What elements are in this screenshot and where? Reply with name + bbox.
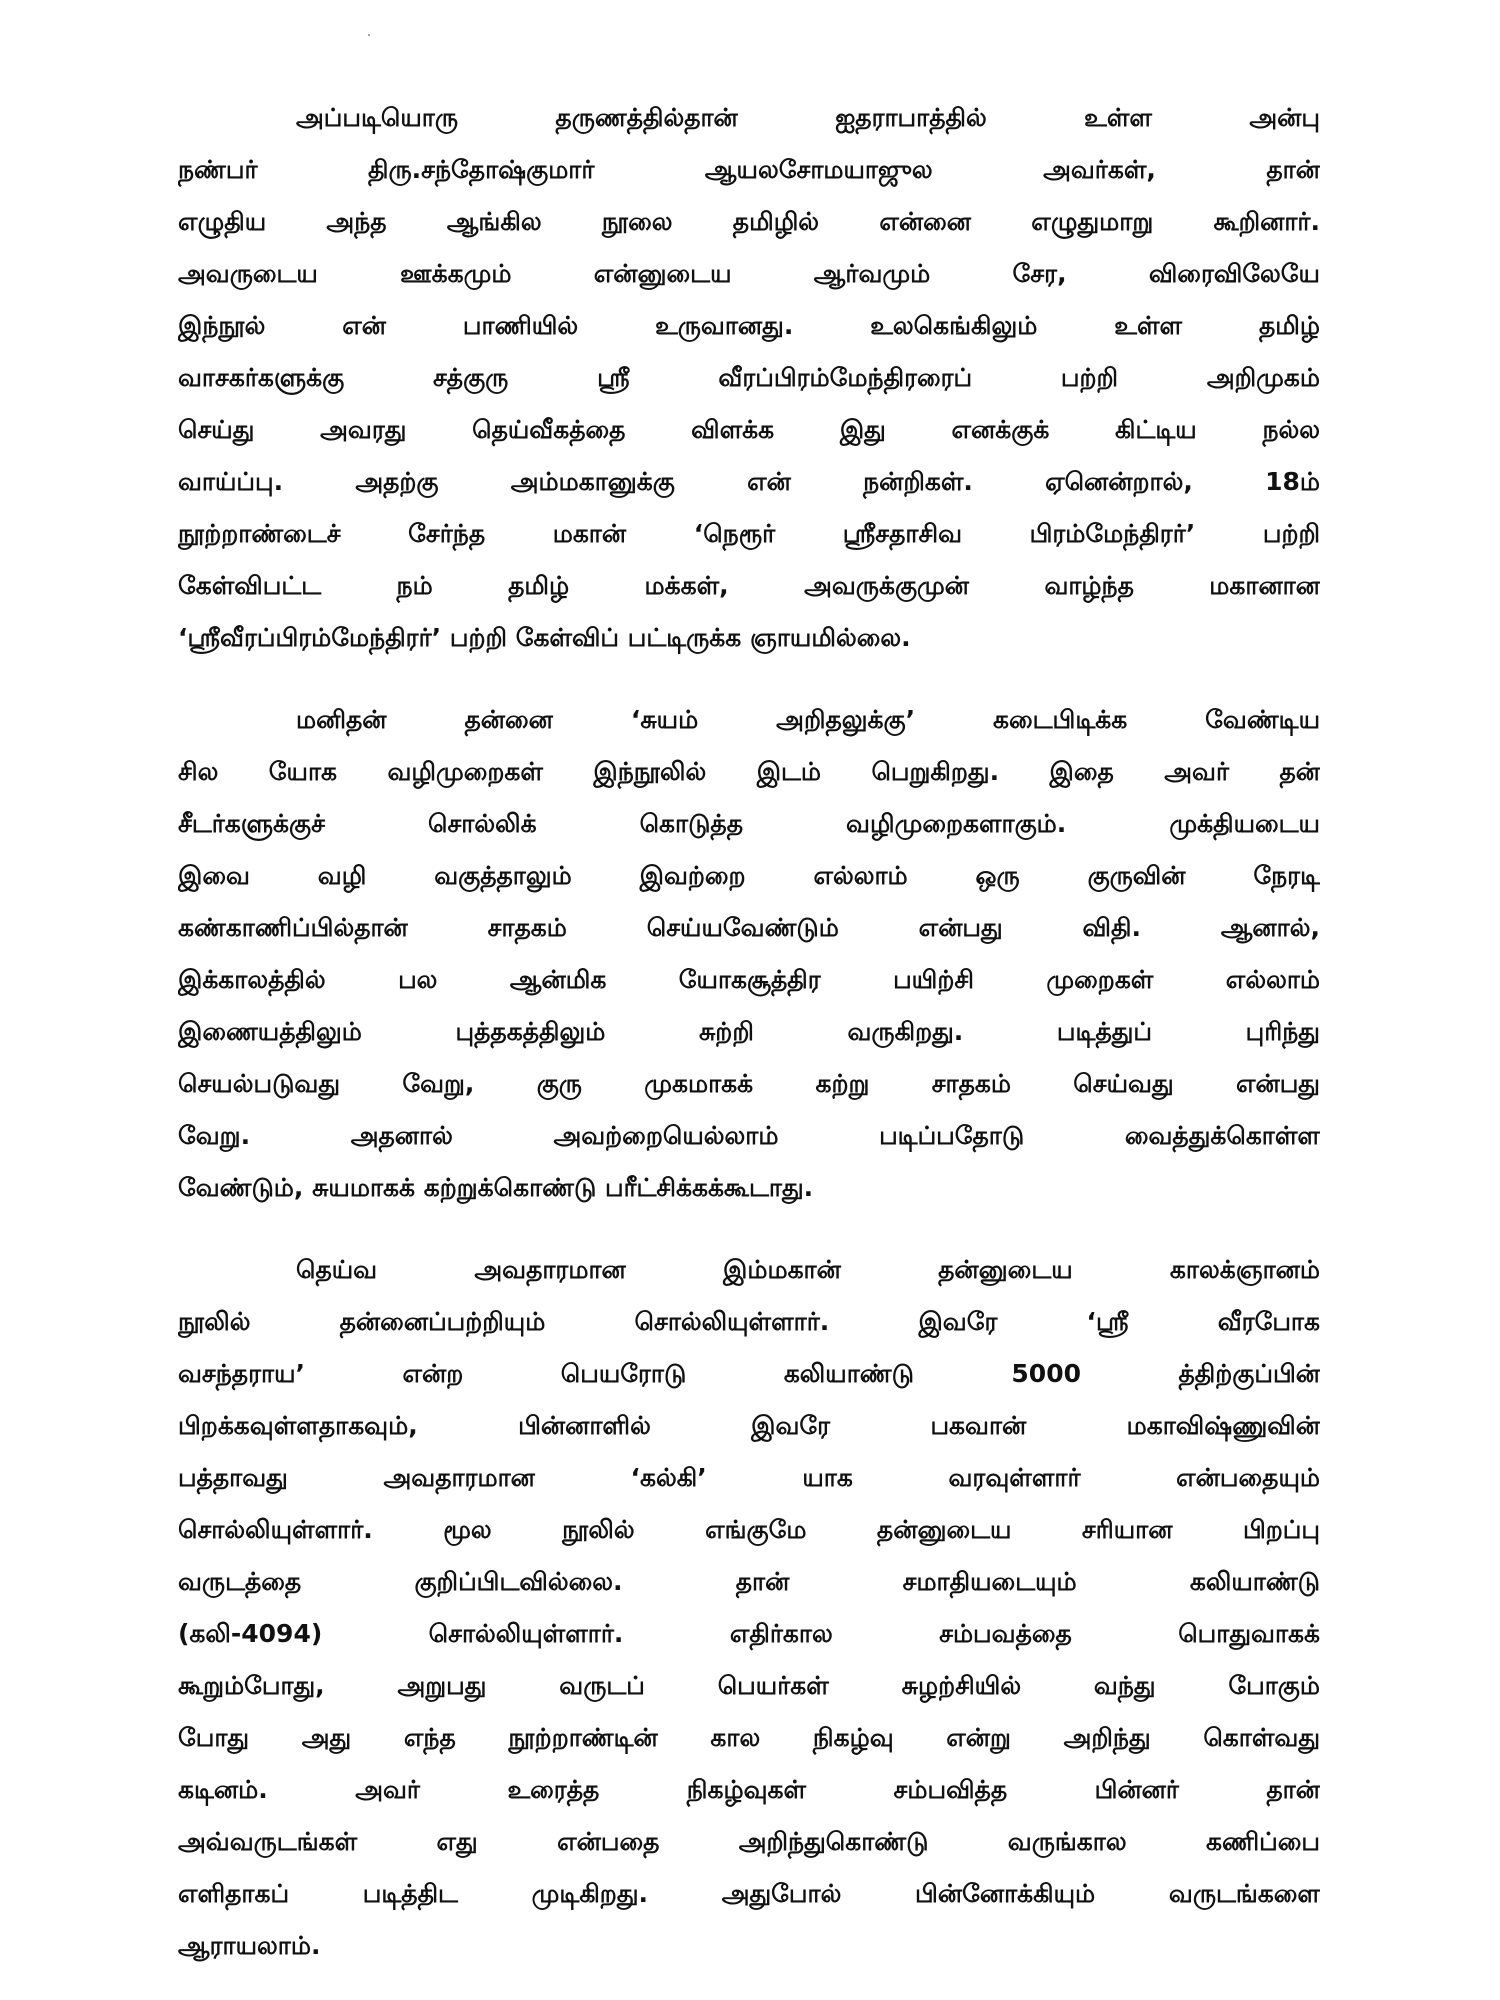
text-line: இணையத்திலும் புத்தகத்திலும் சுற்றி வருகிறது. படித்துப் புரிந்து — [178, 1017, 1320, 1046]
text-line: வசந்தராய’ என்ற பெயரோடு கலியாண்டு 5000 த்திற்குப்பின் — [178, 1359, 1320, 1388]
paragraph-2 — [178, 694, 1320, 1214]
text-line: இவை வழி வகுத்தாலும் இவற்றை எல்லாம் ஒரு குருவின் நேரடி — [178, 861, 1320, 890]
text-line: நூற்றாண்டைச் சேர்ந்த மகான் ‘நெரூர் ஸ்ரீசதாசிவ பிரம்மேந்திரர்’ பற்றி — [178, 519, 1320, 548]
text-line: செயல்படுவது வேறு, குரு முகமாகக் கற்று சாதகம் செய்வது என்பது — [178, 1069, 1320, 1098]
text-line: எழுதிய அந்த ஆங்கில நூலை தமிழில் என்னை எழுதுமாறு கூறினார். — [178, 207, 1320, 236]
body-text — [178, 92, 1320, 1972]
text-line: மனிதன் தன்னை ‘சுயம் அறிதலுக்கு’ கடைபிடிக்க வேண்டிய — [296, 705, 1320, 734]
text-line: அவருடைய ஊக்கமும் என்னுடைய ஆர்வமும் சேர, விரைவிலேயே — [178, 259, 1320, 288]
text-line: வேண்டும், சுயமாகக் கற்றுக்கொண்டு பரீட்சிக்கக்கூடாது. — [178, 1173, 814, 1202]
text-line: ஆராயலாம். — [178, 1931, 321, 1960]
text-line: தெய்வ அவதாரமான இம்மகான் தன்னுடைய காலக்ஞானம் — [296, 1255, 1320, 1284]
text-line: கூறும்போது, அறுபது வருடப் பெயர்கள் சுழற்சியில் வந்து போகும் — [178, 1671, 1320, 1700]
text-line: இக்காலத்தில் பல ஆன்மிக யோகசூத்திர பயிற்சி முறைகள் எல்லாம் — [178, 965, 1320, 994]
text-line: பிறக்கவுள்ளதாகவும், பின்னாளில் இவரே பகவான் மகாவிஷ்ணுவின் — [178, 1411, 1320, 1440]
text-line: நண்பர் திரு.சந்தோஷ்குமார் ஆயலசோமயாஜுல அவர்கள், தான் — [178, 155, 1320, 184]
text-line: (கலி-4094) சொல்லியுள்ளார். எதிர்கால சம்பவத்தை பொதுவாகக் — [178, 1619, 1320, 1648]
text-line: வருடத்தை குறிப்பிடவில்லை. தான் சமாதியடையும் கலியாண்டு — [178, 1567, 1320, 1596]
text-line: ‘ஸ்ரீவீரப்பிரம்மேந்திரர்’ பற்றி கேள்விப் பட்டிருக்க ஞாயமில்லை. — [178, 623, 911, 652]
text-line: கடினம். அவர் உரைத்த நிகழ்வுகள் சம்பவித்த பின்னர் தான் — [178, 1775, 1320, 1804]
text-line: அவ்வருடங்கள் எது என்பதை அறிந்துகொண்டு வருங்கால கணிப்பை — [178, 1827, 1320, 1856]
paragraph-1 — [178, 92, 1320, 664]
scan-speck — [368, 34, 370, 36]
text-line: வேறு. அதனால் அவற்றையெல்லாம் படிப்பதோடு வைத்துக்கொள்ள — [178, 1121, 1320, 1150]
text-line: இந்நூல் என் பாணியில் உருவானது. உலகெங்கிலும் உள்ள தமிழ் — [178, 311, 1320, 340]
text-line: பத்தாவது அவதாரமான ‘கல்கி’ யாக வரவுள்ளார் என்பதையும் — [178, 1463, 1320, 1492]
text-line: சில யோக வழிமுறைகள் இந்நூலில் இடம் பெறுகிறது. இதை அவர் தன் — [178, 757, 1320, 786]
text-line: சொல்லியுள்ளார். மூல நூலில் எங்குமே தன்னுடைய சரியான பிறப்பு — [178, 1515, 1320, 1544]
text-line: போது அது எந்த நூற்றாண்டின் கால நிகழ்வு என்று அறிந்து கொள்வது — [178, 1723, 1320, 1752]
text-line: வாய்ப்பு. அதற்கு அம்மகானுக்கு என் நன்றிகள். ஏனென்றால், 18ம் — [178, 467, 1320, 496]
text-line: எளிதாகப் படித்திட முடிகிறது. அதுபோல் பின்னோக்கியும் வருடங்களை — [178, 1879, 1320, 1908]
text-line: கண்காணிப்பில்தான் சாதகம் செய்யவேண்டும் என்பது விதி. ஆனால், — [178, 913, 1320, 942]
text-line: கேள்விபட்ட நம் தமிழ் மக்கள், அவருக்குமுன் வாழ்ந்த மகானான — [178, 571, 1320, 600]
text-line: வாசகர்களுக்கு சத்குரு ஸ்ரீ வீரப்பிரம்மேந்திரரைப் பற்றி அறிமுகம் — [178, 363, 1320, 392]
text-line: சீடர்களுக்குச் சொல்லிக் கொடுத்த வழிமுறைகளாகும். முக்தியடைய — [178, 809, 1320, 838]
text-line: நூலில் தன்னைப்பற்றியும் சொல்லியுள்ளார். இவரே ‘ஸ்ரீ வீரபோக — [178, 1307, 1320, 1336]
text-line: செய்து அவரது தெய்வீகத்தை விளக்க இது எனக்குக் கிட்டிய நல்ல — [178, 415, 1320, 444]
text-line: அப்படியொரு தருணத்தில்தான் ஐதராபாத்தில் உள்ள அன்பு — [296, 103, 1320, 132]
paragraph-3 — [178, 1244, 1320, 1972]
